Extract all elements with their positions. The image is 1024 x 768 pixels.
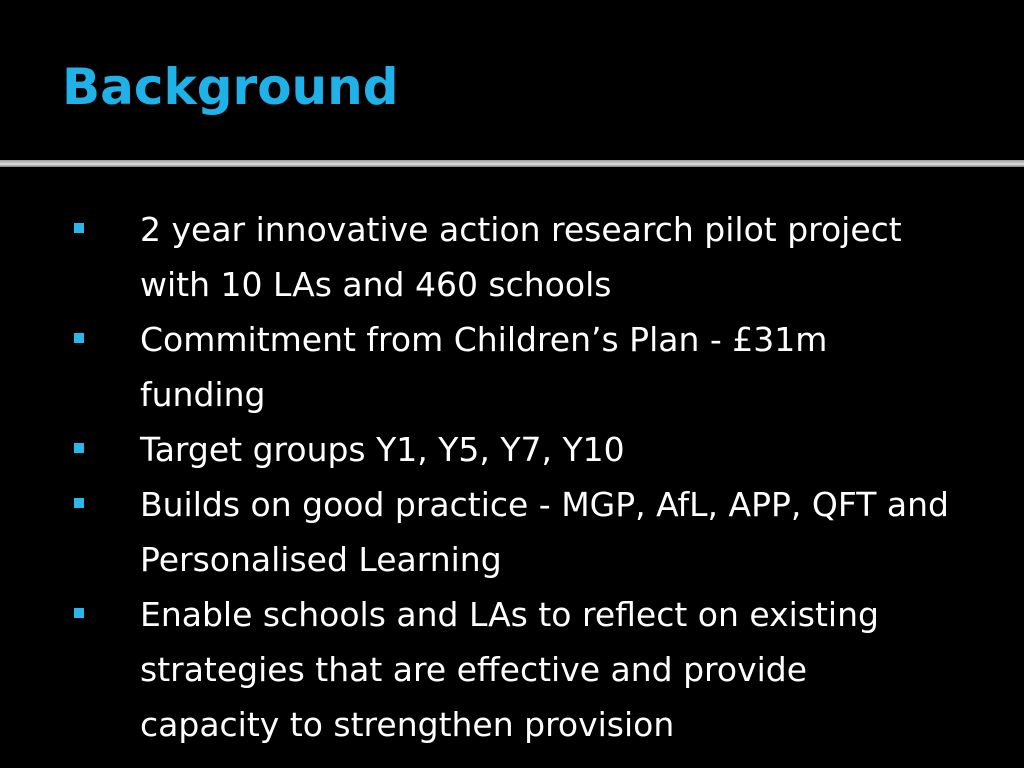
square-bullet-icon	[74, 608, 84, 618]
bullet-text: Target groups Y1, Y5, Y7, Y10	[140, 430, 625, 469]
bullet-text: 2 year innovative action research pilot project with 10 LAs and 460 schools	[140, 210, 902, 304]
bullet-item	[72, 477, 952, 587]
bullet-text: Builds on good practice - MGP, AfL, APP, QFT and Personalised Learning	[140, 485, 949, 579]
bullet-item	[72, 587, 952, 752]
title-divider	[0, 160, 1024, 167]
bullet-item	[72, 312, 952, 422]
square-bullet-icon	[74, 223, 84, 233]
square-bullet-icon	[74, 443, 84, 453]
slide-content	[0, 167, 1024, 768]
bullet-item	[72, 422, 952, 477]
bullet-item	[72, 202, 952, 312]
bullet-list	[72, 202, 952, 752]
bullet-text: Enable schools and LAs to reflect on existing strategies that are effective and provide capacity to strengthen provision	[140, 595, 879, 744]
bullet-text: Commitment from Children’s Plan - £31m funding	[140, 320, 828, 414]
slide-title: Background	[62, 58, 399, 116]
square-bullet-icon	[74, 498, 84, 508]
square-bullet-icon	[74, 333, 84, 343]
title-bar	[0, 0, 1024, 160]
